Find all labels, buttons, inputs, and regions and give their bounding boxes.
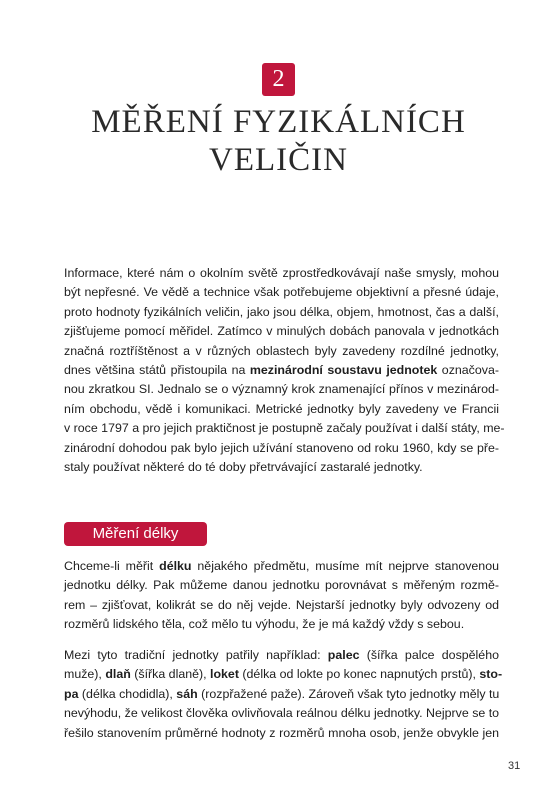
intro-line: nou zkratkou SI. Jednalo se o významný krok znamenající přínos v mezinárod- (64, 382, 499, 397)
intro-line: v roce 1797 a pro jejich praktičnost je postupně začaly používat i další státy, me- (64, 421, 505, 436)
body-text: Mezi tyto tradiční jednotky patřily například: (64, 648, 321, 662)
length-line: rem – zjišťovat, kolikrát se do něj vejde. Nejstarší jednotky byly odvozeny od (64, 597, 499, 612)
units-line (64, 685, 499, 704)
body-text: Chceme-li měřit (64, 559, 154, 573)
body-text: (délka od lokte po konec napnutých prstů), (242, 667, 476, 682)
intro-paragraph (64, 264, 505, 477)
highlight-stopa-start: sto- (479, 667, 503, 682)
body-text: muže), (64, 667, 102, 682)
body-text: (délka chodidla), (81, 686, 173, 701)
length-paragraph (64, 557, 499, 635)
intro-line: Informace, které nám o okolním světě zprostředkovávají naše smysly, mohou (64, 266, 499, 280)
highlight-dlan: dlaň (105, 667, 131, 682)
intro-text: dnes většina států přistoupila na (64, 362, 246, 377)
length-line (64, 557, 499, 576)
units-line (64, 665, 503, 684)
intro-line: být nepřesné. Ve vědě a technice však potřebujeme objektivní a přesné údaje, (64, 285, 499, 300)
chapter-number-badge: 2 (262, 63, 295, 96)
intro-text: označova- (441, 362, 499, 377)
chapter-title (0, 103, 557, 179)
body-text: (šířka palce dospělého (366, 648, 499, 662)
length-line: rozměrů lidského těla, což mělo tu výhodu, že je má každý vždy s sebou. (64, 617, 465, 632)
intro-line: proto hodnoty fyzikálních veličin, jako jsou délka, objem, hmotnost, čas a další, (64, 304, 499, 319)
units-paragraph (64, 646, 503, 743)
intro-line: zjišťujeme pomocí měřidel. Zatímco v minulých dobách panovala v jednotkách (64, 324, 499, 339)
intro-line: značná roztříštěnost a v různých oblastech byly zavedeny rozdílné jednotky, (64, 343, 499, 358)
units-line: nevýhodu, že velikost člověka ovlivňovala reálnou délku jednotky. Nejprve se to (64, 706, 500, 721)
highlight-si-system: mezinárodní soustavu jednotek (249, 362, 438, 377)
highlight-length: délku (159, 559, 192, 573)
highlight-palec: palec (327, 648, 360, 662)
chapter-title-line-1: MĚŘENÍ FYZIKÁLNÍCH (91, 104, 466, 140)
body-text: nějakého předmětu, musíme mít nejprve stanovenou (197, 559, 499, 573)
intro-line (64, 361, 499, 380)
highlight-stopa-end: pa (64, 686, 79, 701)
page-number: 31 (508, 760, 521, 772)
highlight-sah: sáh (176, 686, 198, 701)
highlight-loket: loket (210, 667, 239, 682)
intro-line: zinárodní dohodou pak bylo jejich užívání stanoveno od roku 1960, kdy se pře- (64, 440, 499, 455)
intro-line: staly používat některé do té doby přetrvávající zastaralé jednotky. (64, 459, 423, 474)
chapter-title-line-2: VELIČIN (209, 142, 348, 178)
length-line: jednotku délky. Pak můžeme danou jednotku porovnávat s měřeným rozmě- (64, 578, 499, 593)
units-line (64, 646, 499, 665)
body-text: (rozpřažené paže). Zároveň však tyto jednotky měly tu (201, 686, 500, 701)
intro-line: ním obchodu, vědě i komunikaci. Metrické jednotky byly zavedeny ve Francii (64, 401, 499, 416)
section-heading-length: Měření délky (64, 522, 207, 546)
body-text: (šířka dlaně), (134, 667, 207, 682)
units-line: řešilo stanovením průměrné hodnoty z rozměrů mnoha osob, jenže obvykle jen (64, 725, 499, 740)
